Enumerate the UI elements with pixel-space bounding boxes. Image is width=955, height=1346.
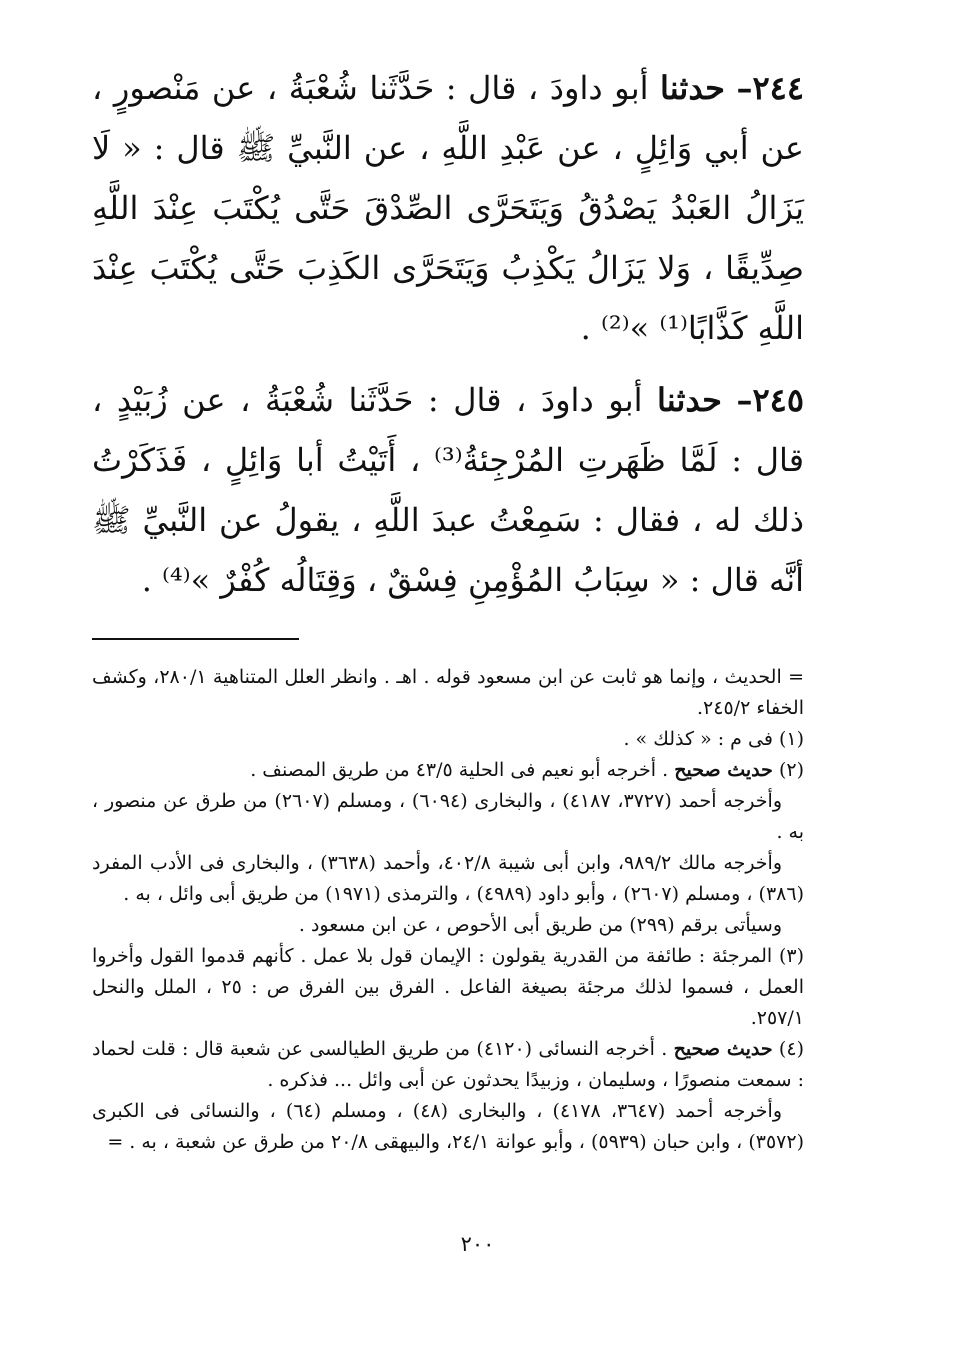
footnote-number: (٤) xyxy=(778,1038,804,1060)
hadith-lead-word: حدثنا xyxy=(660,69,725,107)
hadith-text: أبو داودَ ، قال : حَدَّثَنا شُعْبَةُ ، عن زُبَيْدٍ ، قال : لَمَّا ظَهَرتِ المُرْجِئةُ⁽³⁾ ، أَتَيْتُ أبا وَائِلٍ ، فَذَكَرْتُ ذلك له ، فقال : سَمِعْتُ عبدَ اللَّهِ ، يقولُ عن النَّبيِّ ﷺ أنَّه قال : « سِبَابُ المُؤْمِنِ فِسْقٌ ، وَقِتَالُه كُفْرٌ »⁽⁴⁾ . xyxy=(92,381,805,599)
hadith-244 xyxy=(92,58,804,358)
footnote-text: . أخرجه أبو نعيم فى الحلية ٤٣/٥ من طريق المصنف . xyxy=(250,759,669,781)
footnote-2-paragraph: وأخرجه أحمد (٣٧٢٧، ٤١٨٧) ، والبخارى (٦٠٩٤) ، ومسلم (٢٦٠٧) من طرق عن منصور ، به . xyxy=(92,790,804,843)
hadith-lead-word: حدثنا xyxy=(657,381,722,419)
hadith-245 xyxy=(92,370,804,610)
footnote-text: . أخرجه النسائى (٤١٢٠) من طريق الطيالسى عن شعبة قال : قلت لحماد : سمعت منصورًا ، وسليمان ، وزبيدًا يحدثون عن أبى وائل ... فذكره . xyxy=(92,1038,804,1091)
footnote-continuation: = الحديث ، وإنما هو ثابت عن ابن مسعود قوله . اهـ . وانظر العلل المتناهية ٢٨٠/١، وكشف الخفاء ٢٤٥/٢. xyxy=(92,666,805,719)
footnote-1: (١) فى م : « كذلك » . xyxy=(623,728,804,750)
footnote-number: (٢) xyxy=(778,759,804,781)
grading-label: حديث صحيح xyxy=(673,1038,773,1060)
footnotes xyxy=(92,662,804,1158)
footnote-separator xyxy=(92,638,299,640)
hadith-number: ٢٤٥– xyxy=(736,381,805,419)
hadith-text: أبو داودَ ، قال : حَدَّثَنا شُعْبَةُ ، عن مَنْصورٍ ، عن أبي وَائِلٍ ، عن عَبْدِ اللَّهِ ، عن النَّبيِّ ﷺ قال : « لَا يَزَالُ العَبْدُ يَصْدُقُ وَيَتَحَرَّى الصِّدْقَ حَتَّى يُكْتَبَ عِنْدَ اللَّهِ صِدِّيقًا ، وَلا يَزَالُ يَكْذِبُ وَيَتَحَرَّى الكَذِبَ حَتَّى يُكْتَبَ عِنْدَ اللَّهِ كَذَّابًا⁽¹⁾ »⁽²⁾ . xyxy=(92,69,804,347)
footnote-2-paragraph: وأخرجه مالك ٩٨٩/٢، وابن أبى شيبة ٤٠٢/٨، وأحمد (٣٦٣٨) ، والبخارى فى الأدب المفرد (٣٨٦) ، ومسلم (٢٦٠٧) ، وأبو داود (٤٩٨٩) ، والترمذى (١٩٧١) من طريق أبى وائل ، به . xyxy=(92,852,804,905)
page-number: ٢٠٠ xyxy=(460,1232,495,1256)
footnote-2-paragraph: وسيأتى برقم (٢٩٩) من طريق أبى الأحوص ، عن ابن مسعود . xyxy=(298,914,782,936)
hadith-number: ٢٤٤– xyxy=(736,69,804,107)
grading-label: حديث صحيح xyxy=(674,759,773,781)
footnote-4-paragraph: وأخرجه أحمد (٣٦٤٧، ٤١٧٨) ، والبخارى (٤٨) ، ومسلم (٦٤) ، والنسائى فى الكبرى (٣٥٧٢) ، وابن حبان (٥٩٣٩) ، وأبو عوانة ٢٤/١، والبيهقى ٢٠/٨ من طرق عن شعبة ، به . = xyxy=(92,1100,804,1153)
footnote-4 xyxy=(92,1034,804,1096)
page-body xyxy=(92,58,804,1158)
footnote-2 xyxy=(92,755,804,786)
footnote-3: (٣) المرجئة : طائفة من القدرية يقولون : الإيمان قول بلا عمل . كأنهم قدموا القول وأخروا العمل ، فسموا لذلك مرجئة بصيغة الفاعل . الفرق بين الفرق ص : ٢٥ ، الملل والنحل ٢٥٧/١. xyxy=(92,945,804,1029)
